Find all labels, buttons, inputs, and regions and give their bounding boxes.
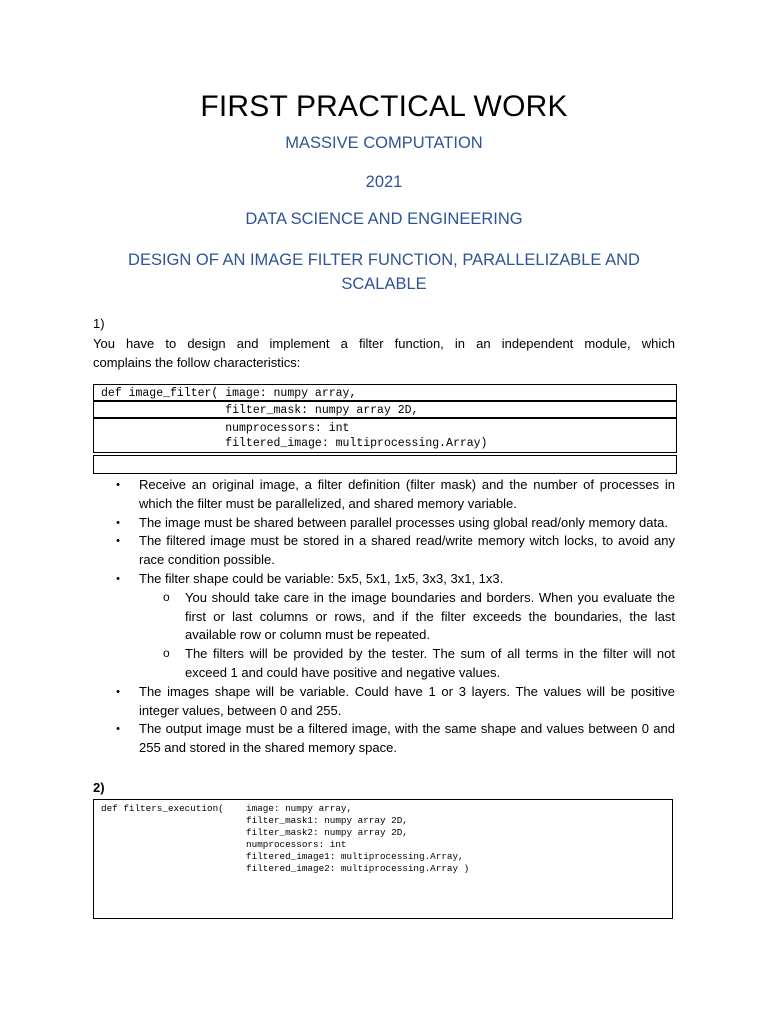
bullet-icon: •: [116, 723, 120, 736]
list-item: [93, 514, 675, 533]
bullet-icon: •: [116, 516, 120, 529]
bullet-icon: •: [116, 685, 120, 698]
list-item-text: The image must be shared between parallel processes using global read/only memory data.: [139, 514, 668, 530]
course-subject: MASSIVE COMPUTATION: [285, 134, 483, 152]
list-item: [93, 570, 675, 589]
intro-line: You have to design and implement a filter function, in an independent module, which: [93, 336, 675, 351]
list-item-text: The filter shape could be variable: 5x5, 5x1, 1x5, 3x3, 3x1, 1x3.: [139, 570, 504, 586]
course-year: 2021: [365, 173, 403, 191]
code-line-filtered-image: filtered_image: multiprocessing.Array): [101, 437, 488, 450]
list-item: [93, 476, 675, 514]
list-item: [93, 683, 675, 721]
code-block-filters-execution: def filters_execution( image: numpy array, filter_mask1: numpy array 2D, filter_mask2: numpy array 2D, numprocessors: int filtered_image1: multiprocessing.Array, filtered_image2: multiprocessing.Array ): [93, 799, 673, 919]
sub-list-item: [93, 589, 675, 645]
code-line-numprocessors: numprocessors: int: [101, 422, 350, 435]
assignment-topic: DESIGN OF AN IMAGE FILTER FUNCTION, PARALLELIZABLE AND SCALABLE: [128, 251, 640, 293]
empty-code-box: [93, 455, 677, 474]
code-block-params: [93, 418, 677, 453]
section-2-number: 2): [93, 780, 105, 795]
section-1-intro: [93, 334, 675, 372]
document-title: FIRST PRACTICAL WORK: [200, 90, 568, 123]
requirements-list: [93, 476, 675, 758]
sub-bullet-icon: o: [163, 589, 170, 604]
list-item: [93, 720, 675, 758]
code-line-filter-mask: filter_mask: numpy array 2D,: [93, 401, 677, 418]
list-item-text: Receive an original image, a filter definition (filter mask) and the number of processes in which the filter must be parallelized, and shared memory variable.: [139, 477, 675, 511]
sub-list-item-text: The filters will be provided by the tester. The sum of all terms in the filter will not exceed 1 and could have positive and negative values.: [185, 646, 675, 680]
list-item-text: The images shape will be variable. Could have 1 or 3 layers. The values will be positive integer values, between 0 and 255.: [139, 683, 675, 718]
sub-list-item: [93, 645, 675, 683]
bullet-icon: •: [116, 535, 120, 548]
code-line-signature: def image_filter( image: numpy array,: [93, 384, 677, 401]
program-name: DATA SCIENCE AND ENGINEERING: [245, 210, 523, 228]
sub-bullet-icon: o: [163, 646, 170, 661]
section-1-number: 1): [93, 316, 105, 331]
bullet-icon: •: [116, 572, 120, 585]
list-item: [93, 532, 675, 570]
list-item-text: The filtered image must be stored in a shared read/write memory witch locks, to avoid any race condition possible.: [139, 533, 675, 568]
intro-line: complains the follow characteristics:: [93, 355, 301, 370]
list-item-text: The output image must be a filtered image, with the same shape and values between 0 and 255 and stored in the shared memory space.: [139, 721, 675, 756]
bullet-icon: •: [116, 479, 120, 491]
sub-list-item-text: You should take care in the image boundaries and borders. When you evaluate the first or last columns or rows, and if the filter exceeds the boundaries, the last available row or column must be repeated.: [185, 589, 675, 643]
